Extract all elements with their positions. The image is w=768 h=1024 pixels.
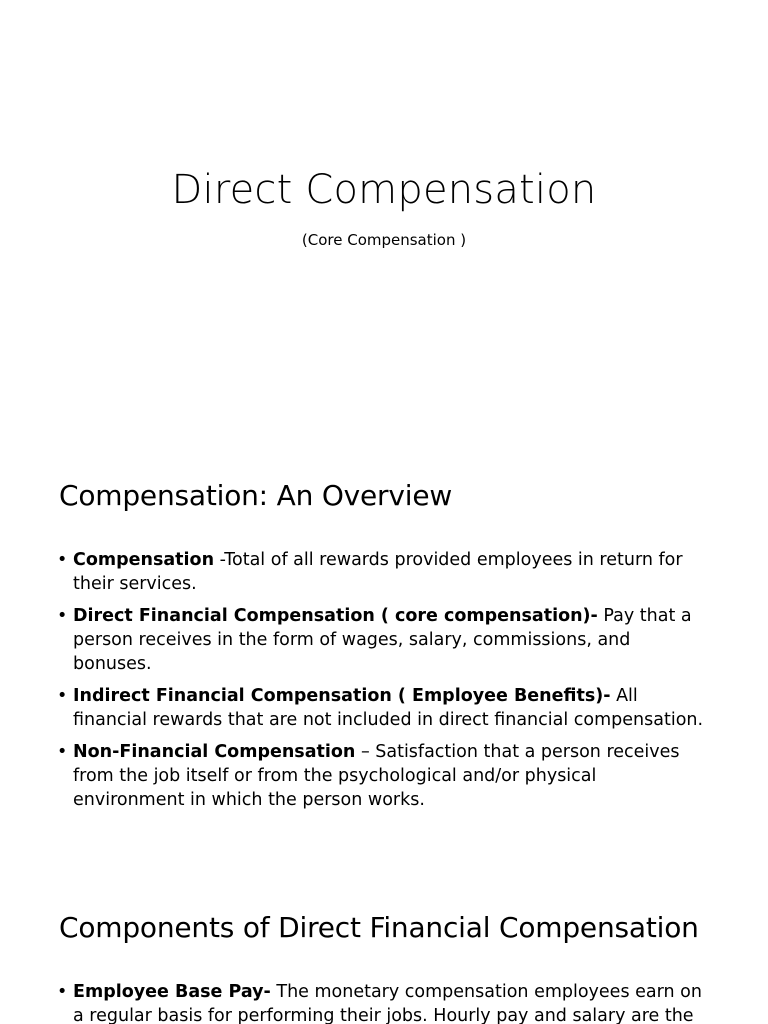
bullet-term: Employee Base Pay- bbox=[73, 982, 271, 1002]
slide-heading: Components of Direct Financial Compensation bbox=[59, 911, 699, 944]
bullet-text: – Satisfaction that a person receives from the job itself or from the psychological and/or physical environment in which the person works. bbox=[73, 742, 680, 810]
bullet-term: Non-Financial Compensation bbox=[73, 742, 356, 762]
bullet-text: Pay that a person receives in the form of wages, salary, commissions, and bonuses. bbox=[73, 606, 692, 674]
slide-overview bbox=[0, 432, 768, 864]
slide-subtitle: (Core Compensation ) bbox=[301, 231, 467, 249]
bullet-item bbox=[0, 548, 768, 596]
bullet-item bbox=[0, 980, 768, 1024]
bullet-term: Indirect Financial Compensation ( Employee Benefits)- bbox=[73, 686, 611, 706]
slide-components bbox=[0, 864, 768, 1024]
slide-heading: Compensation: An Overview bbox=[59, 479, 453, 512]
bullet-text: All financial rewards that are not included in direct financial compensation. bbox=[73, 686, 704, 730]
bullet-item bbox=[0, 684, 768, 732]
slide-title bbox=[0, 0, 768, 432]
bullet-icon: • bbox=[57, 742, 68, 762]
bullet-list bbox=[0, 548, 768, 820]
bullet-icon: • bbox=[57, 982, 68, 1002]
bullet-text: The monetary compensation employees earn on a regular basis for performing their jobs. Hourly pay and salary are the bbox=[73, 982, 702, 1024]
bullet-icon: • bbox=[57, 550, 68, 570]
bullet-term: Compensation bbox=[73, 550, 215, 570]
bullet-icon: • bbox=[57, 686, 68, 706]
bullet-item bbox=[0, 604, 768, 676]
bullet-icon: • bbox=[57, 606, 68, 626]
bullet-text: -Total of all rewards provided employees in return for their services. bbox=[73, 550, 683, 594]
bullet-item bbox=[0, 740, 768, 812]
bullet-list bbox=[0, 980, 768, 1024]
bullet-term: Direct Financial Compensation ( core compensation)- bbox=[73, 606, 598, 626]
slide-title-heading: Direct Compensation bbox=[171, 167, 597, 213]
